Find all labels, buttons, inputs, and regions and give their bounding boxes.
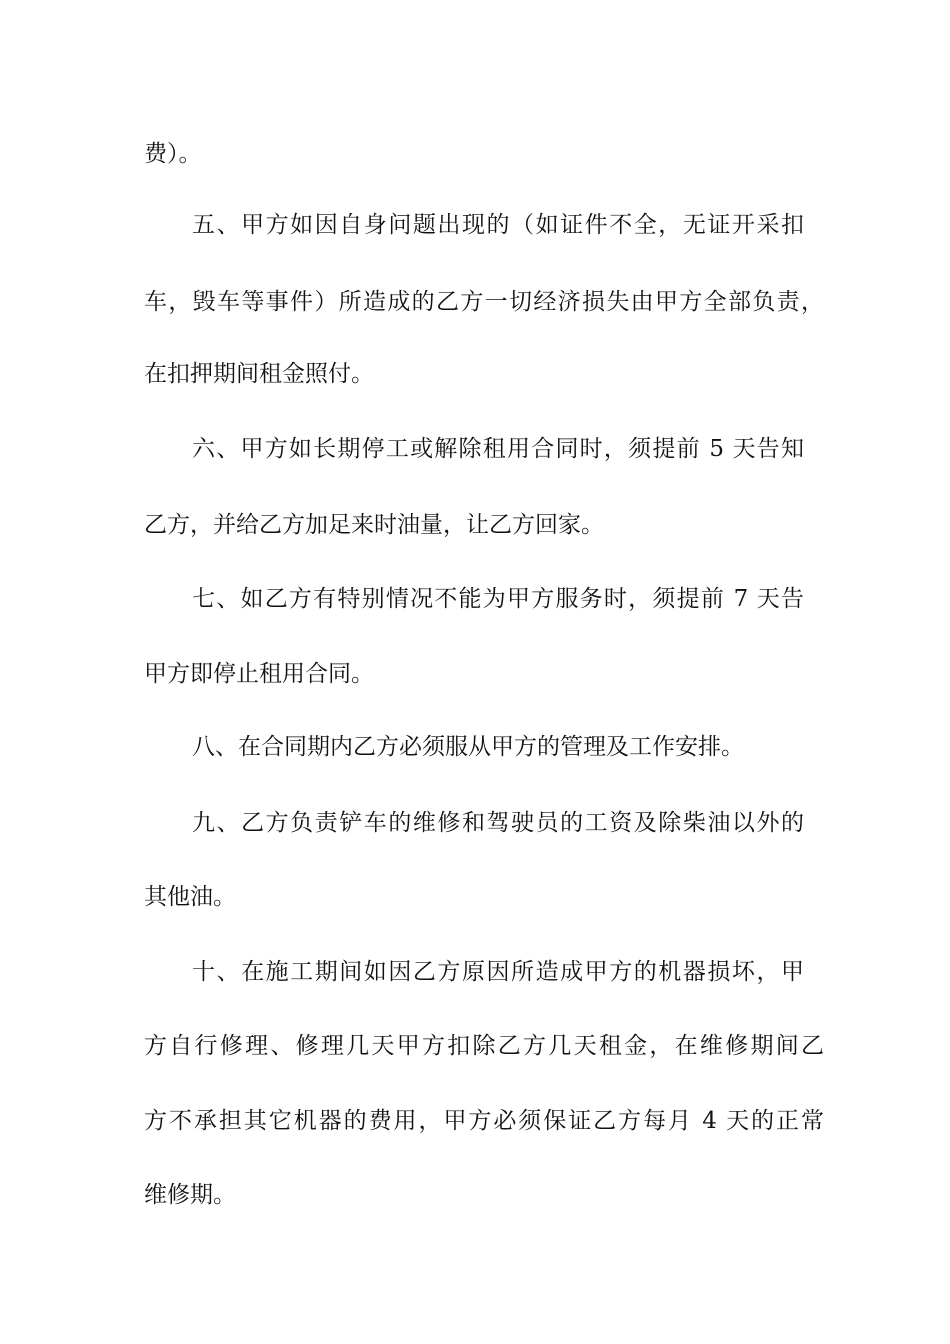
clause-six-line-1: 六、甲方如长期停工或解除租用合同时，须提前 5 天告知 [192,436,804,462]
clause-ten-line-2: 方自行修理、修理几天甲方扣除乙方几天租金，在维修期间乙 [144,1033,824,1059]
clause-seven-line-1: 七、如乙方有特别情况不能为甲方服务时，须提前 7 天告 [192,586,804,612]
clause-six-line-2: 乙方，并给乙方加足来时油量，让乙方回家。 [144,512,604,538]
text-line: 费）。 [144,141,202,167]
clause-five-line-3: 在扣押期间租金照付。 [144,361,374,387]
clause-nine-line-2: 其他油。 [144,884,236,910]
clause-ten-line-4: 维修期。 [144,1182,236,1208]
clause-seven-line-2: 甲方即停止租用合同。 [144,661,374,687]
clause-ten-line-1: 十、在施工期间如因乙方原因所造成甲方的机器损坏，甲 [192,959,804,985]
clause-eight-line-1: 八、在合同期内乙方必须服从甲方的管理及工作安排。 [192,734,744,760]
clause-nine-line-1: 九、乙方负责铲车的维修和驾驶员的工资及除柴油以外的 [192,810,804,836]
clause-five-line-1: 五、甲方如因自身问题出现的（如证件不全，无证开采扣 [192,212,804,238]
clause-five-line-2: 车，毁车等事件）所造成的乙方一切经济损失由甲方全部负责， [144,289,824,315]
clause-ten-line-3: 方不承担其它机器的费用，甲方必须保证乙方每月 4 天的正常 [144,1108,824,1134]
